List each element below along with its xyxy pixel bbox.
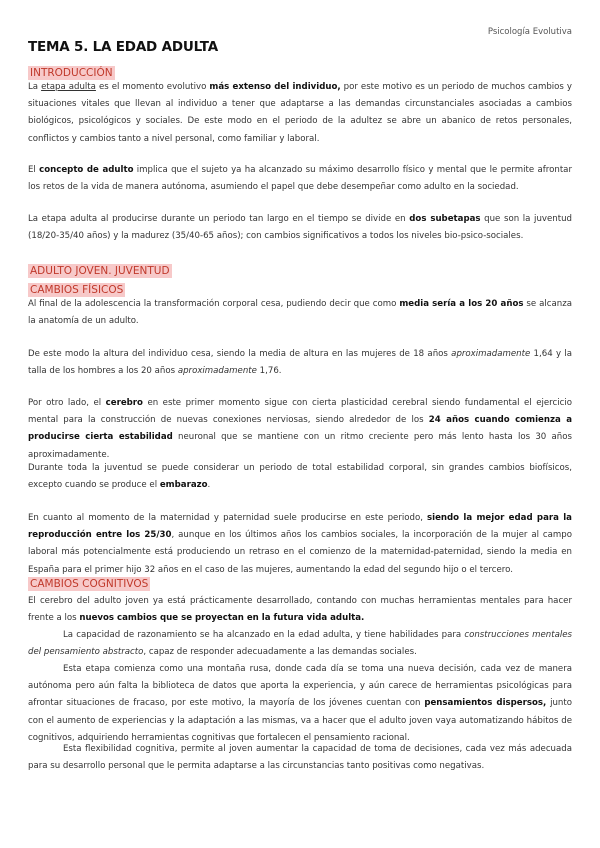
subsection-heading-physical: CAMBIOS FÍSICOS xyxy=(30,284,124,296)
intro-paragraph-1: La etapa adulta es el momento evolutivo más extenso del individuo, por este motivo es un periodo de muchos cambios y situaciones vitales que llevan al individuo a tener que adaptarse a las demandas circunstanciales asociadas a cambios biológicos, psicológicos y sociales. De este modo en el periodo de la adultez se abre un abanico de retos personales, conflictos y cambios tanto a nivel personal, como familiar y laboral. xyxy=(28,82,572,144)
physical-paragraph-1: Al final de la adolescencia la transformación corporal cesa, pudiendo decir que como media sería a los 20 años se alcanza la anatomía de un adulto. xyxy=(28,299,572,327)
cognitive-paragraph-3: Esta etapa comienza como una montaña rusa, donde cada día se toma una nueva decisión, cada vez de manera autónoma pero aún falta la biblioteca de datos que aporta la experiencia, y aún carece de herramientas psicológicas para afrontar situaciones de fracaso, por este motivo, la mayoría de los jóvenes cuentan con pensamientos dispersos, junto con el aumento de experiencias y la adaptación a las mismas, va a hacer que el adulto joven vaya automatizando hábitos de cognitivos, adquiriendo herramientas cognitivas que fortalecen el pensamiento racional. xyxy=(28,664,573,743)
cognitive-paragraph-2: La capacidad de razonamiento se ha alcanzado en la edad adulta, y tiene habilidades para construcciones mentales del pensamiento abstracto, capaz de responder adecuadamente a las demandas sociales. xyxy=(28,630,572,658)
physical-paragraph-3: Por otro lado, el cerebro en este primer momento sigue con cierta plasticidad cerebral siendo fundamental el ejercicio mental para la construcción de nuevas conexiones nerviosas, siendo alrededor de los 24 años cuando comienza a producirse cierta estabilidad neuronal que se mantiene con un ritmo creciente pero más lento hasta los 30 años aproximadamente. xyxy=(28,398,572,460)
running-header: Psicología Evolutiva xyxy=(487,27,572,37)
physical-paragraph-4: Durante toda la juventud se puede considerar un periodo de total estabilidad corporal, sin grandes cambios biofísicos, excepto cuando se produce el embarazo. xyxy=(28,463,572,491)
subsection-heading-cognitive: CAMBIOS COGNITIVOS xyxy=(30,578,149,590)
cognitive-paragraph-4: Esta flexibilidad cognitiva, permite al joven aumentar la capacidad de toma de decisiones, cada vez más adecuada para su desarrollo personal que le permita adaptarse a las circunstancias tanto positivas como negativas. xyxy=(28,744,572,772)
page-title: TEMA 5. LA EDAD ADULTA xyxy=(28,39,218,55)
physical-paragraph-5: En cuanto al momento de la maternidad y paternidad suele producirse en este periodo, siendo la mejor edad para la reproducción entre los 25/30, aunque en los últimos años los cambios sociales, la incorporación de la mujer al campo laboral más potencialmente está produciendo un retraso en el comienzo de la maternidad-paternidad, siendo la media en España para el primer hijo 32 años en el caso de las mujeres, aumentando la edad del segundo hijo o el tercero. xyxy=(28,513,573,575)
intro-paragraph-2: El concepto de adulto implica que el sujeto ya ha alcanzado su máximo desarrollo físico y mental que le permite afrontar los retos de la vida de manera autónoma, asumiendo el papel que debe desempeñar como adulto en la sociedad. xyxy=(28,165,572,193)
intro-paragraph-3: La etapa adulta al producirse durante un periodo tan largo en el tiempo se divide en dos subetapas que son la juventud (18/20-35/40 años) y la madurez (35/40-65 años); con cambios significativos a todos los niveles bio-psico-sociales. xyxy=(28,214,572,242)
section-heading-young-adult: ADULTO JOVEN. JUVENTUD xyxy=(30,265,170,277)
section-heading-intro: INTRODUCCIÓN xyxy=(30,67,113,79)
cognitive-paragraph-1: El cerebro del adulto joven ya está prácticamente desarrollado, contando con muchas herramientas mentales para hacer frente a los nuevos cambios que se proyectan en la futura vida adulta. xyxy=(28,596,572,624)
physical-paragraph-2: De este modo la altura del individuo cesa, siendo la media de altura en las mujeres de 18 años aproximadamente 1,64 y la talla de los hombres a los 20 años aproximadamente 1,76. xyxy=(28,349,572,377)
